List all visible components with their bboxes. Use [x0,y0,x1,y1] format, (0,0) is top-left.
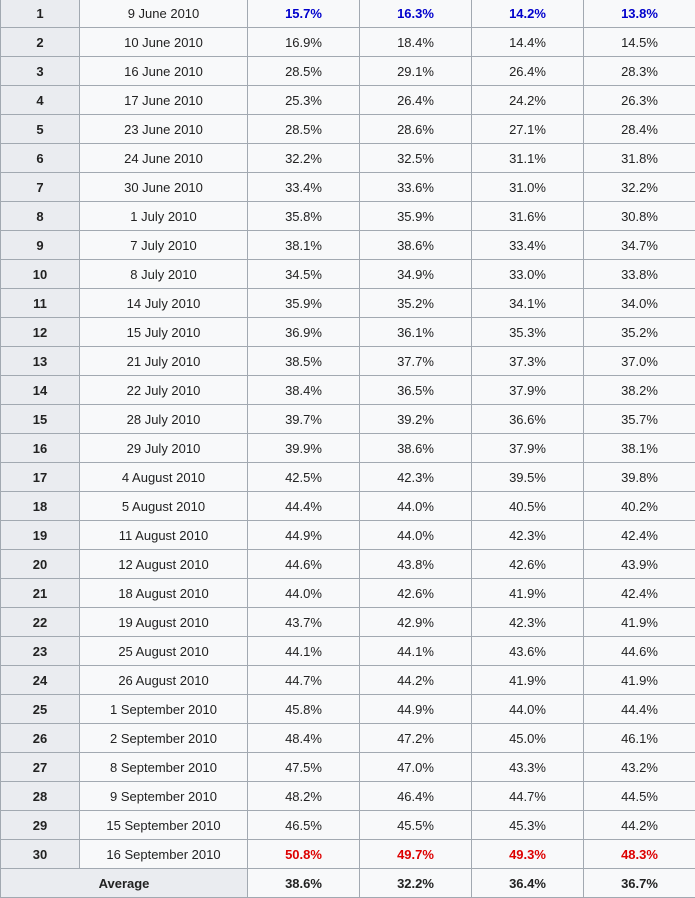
episode-number: 6 [1,144,80,173]
rating-cell-3: 36.6% [472,405,584,434]
rating-cell-4: 33.8% [584,260,695,289]
table-row [1,811,695,840]
air-date: 16 September 2010 [80,840,248,869]
rating-cell-2: 18.4% [360,28,472,57]
rating-cell-4: 42.4% [584,579,695,608]
rating-cell-4: 44.2% [584,811,695,840]
rating-cell-3: 14.2% [472,0,584,28]
rating-cell-1: 36.9% [248,318,360,347]
air-date: 29 July 2010 [80,434,248,463]
rating-cell-1: 38.5% [248,347,360,376]
rating-cell-3: 44.0% [472,695,584,724]
average-row [1,869,695,898]
rating-cell-3: 40.5% [472,492,584,521]
table-row [1,260,695,289]
rating-cell-4: 32.2% [584,173,695,202]
rating-cell-4: 14.5% [584,28,695,57]
rating-cell-4: 28.3% [584,57,695,86]
rating-cell-3: 34.1% [472,289,584,318]
rating-cell-3: 31.6% [472,202,584,231]
rating-cell-2: 42.6% [360,579,472,608]
table-row [1,115,695,144]
air-date: 11 August 2010 [80,521,248,550]
rating-cell-1: 44.7% [248,666,360,695]
air-date: 14 July 2010 [80,289,248,318]
table-row [1,666,695,695]
rating-cell-2: 29.1% [360,57,472,86]
rating-cell-4: 42.4% [584,521,695,550]
table-row [1,405,695,434]
rating-cell-3: 42.3% [472,608,584,637]
rating-cell-1: 39.9% [248,434,360,463]
table-row [1,637,695,666]
rating-cell-4: 37.0% [584,347,695,376]
table-row [1,144,695,173]
rating-cell-3: 44.7% [472,782,584,811]
air-date: 24 June 2010 [80,144,248,173]
average-label: Average [1,869,248,898]
air-date: 8 July 2010 [80,260,248,289]
air-date: 18 August 2010 [80,579,248,608]
rating-cell-2: 47.0% [360,753,472,782]
air-date: 9 September 2010 [80,782,248,811]
rating-cell-4: 13.8% [584,0,695,28]
table-row [1,318,695,347]
rating-cell-3: 31.1% [472,144,584,173]
rating-cell-3: 14.4% [472,28,584,57]
rating-cell-3: 33.4% [472,231,584,260]
rating-cell-1: 32.2% [248,144,360,173]
table-row [1,579,695,608]
rating-cell-3: 41.9% [472,579,584,608]
episode-number: 1 [1,0,80,28]
episode-number: 4 [1,86,80,115]
air-date: 1 July 2010 [80,202,248,231]
rating-cell-1: 44.0% [248,579,360,608]
average-value-3: 36.4% [472,869,584,898]
rating-cell-2: 37.7% [360,347,472,376]
rating-cell-2: 46.4% [360,782,472,811]
rating-cell-1: 45.8% [248,695,360,724]
rating-cell-4: 34.0% [584,289,695,318]
table-row [1,782,695,811]
rating-cell-2: 47.2% [360,724,472,753]
rating-cell-1: 44.9% [248,521,360,550]
table-row [1,289,695,318]
rating-cell-1: 25.3% [248,86,360,115]
rating-cell-4: 44.5% [584,782,695,811]
episode-number: 26 [1,724,80,753]
rating-cell-4: 30.8% [584,202,695,231]
rating-cell-4: 48.3% [584,840,695,869]
episode-number: 12 [1,318,80,347]
table-row [1,231,695,260]
rating-cell-1: 38.1% [248,231,360,260]
episode-number: 9 [1,231,80,260]
rating-cell-1: 47.5% [248,753,360,782]
episode-number: 3 [1,57,80,86]
episode-number: 13 [1,347,80,376]
rating-cell-2: 34.9% [360,260,472,289]
rating-cell-2: 44.0% [360,492,472,521]
rating-cell-3: 42.3% [472,521,584,550]
rating-cell-2: 49.7% [360,840,472,869]
rating-cell-3: 49.3% [472,840,584,869]
episode-number: 16 [1,434,80,463]
air-date: 2 September 2010 [80,724,248,753]
rating-cell-1: 39.7% [248,405,360,434]
rating-cell-3: 26.4% [472,57,584,86]
rating-cell-1: 44.1% [248,637,360,666]
rating-cell-3: 33.0% [472,260,584,289]
rating-cell-3: 42.6% [472,550,584,579]
rating-cell-3: 39.5% [472,463,584,492]
table-row [1,695,695,724]
rating-cell-1: 16.9% [248,28,360,57]
air-date: 28 July 2010 [80,405,248,434]
rating-cell-4: 39.8% [584,463,695,492]
air-date: 22 July 2010 [80,376,248,405]
rating-cell-4: 44.4% [584,695,695,724]
table-row [1,86,695,115]
rating-cell-2: 28.6% [360,115,472,144]
air-date: 30 June 2010 [80,173,248,202]
rating-cell-2: 38.6% [360,434,472,463]
table-row [1,202,695,231]
rating-cell-4: 38.2% [584,376,695,405]
table-row [1,608,695,637]
table-row [1,57,695,86]
table-row [1,28,695,57]
rating-cell-1: 43.7% [248,608,360,637]
rating-cell-1: 46.5% [248,811,360,840]
rating-cell-3: 43.3% [472,753,584,782]
rating-cell-4: 28.4% [584,115,695,144]
rating-cell-4: 38.1% [584,434,695,463]
air-date: 21 July 2010 [80,347,248,376]
rating-cell-3: 45.0% [472,724,584,753]
episode-number: 15 [1,405,80,434]
air-date: 15 July 2010 [80,318,248,347]
air-date: 17 June 2010 [80,86,248,115]
episode-number: 14 [1,376,80,405]
episode-number: 11 [1,289,80,318]
rating-cell-4: 35.2% [584,318,695,347]
rating-cell-3: 45.3% [472,811,584,840]
episode-number: 20 [1,550,80,579]
rating-cell-4: 46.1% [584,724,695,753]
air-date: 12 August 2010 [80,550,248,579]
rating-cell-3: 31.0% [472,173,584,202]
air-date: 10 June 2010 [80,28,248,57]
table-row [1,492,695,521]
episode-number: 23 [1,637,80,666]
table-row [1,434,695,463]
air-date: 8 September 2010 [80,753,248,782]
rating-cell-3: 37.3% [472,347,584,376]
rating-cell-1: 28.5% [248,115,360,144]
rating-cell-2: 33.6% [360,173,472,202]
episode-number: 30 [1,840,80,869]
rating-cell-3: 37.9% [472,376,584,405]
rating-cell-2: 39.2% [360,405,472,434]
rating-cell-2: 16.3% [360,0,472,28]
episode-number: 2 [1,28,80,57]
rating-cell-3: 37.9% [472,434,584,463]
rating-cell-4: 35.7% [584,405,695,434]
rating-cell-2: 43.8% [360,550,472,579]
air-date: 16 June 2010 [80,57,248,86]
table-row [1,753,695,782]
table-row [1,840,695,869]
rating-cell-3: 41.9% [472,666,584,695]
episode-number: 5 [1,115,80,144]
rating-cell-1: 38.4% [248,376,360,405]
rating-cell-1: 28.5% [248,57,360,86]
episode-number: 24 [1,666,80,695]
air-date: 23 June 2010 [80,115,248,144]
rating-cell-1: 42.5% [248,463,360,492]
rating-cell-1: 44.4% [248,492,360,521]
rating-cell-1: 34.5% [248,260,360,289]
rating-cell-4: 43.9% [584,550,695,579]
rating-cell-2: 44.0% [360,521,472,550]
episode-number: 17 [1,463,80,492]
average-value-2: 32.2% [360,869,472,898]
episode-number: 25 [1,695,80,724]
rating-cell-1: 15.7% [248,0,360,28]
rating-cell-3: 43.6% [472,637,584,666]
rating-cell-2: 44.9% [360,695,472,724]
ratings-table-body [1,0,695,898]
rating-cell-1: 33.4% [248,173,360,202]
episode-number: 10 [1,260,80,289]
rating-cell-1: 35.9% [248,289,360,318]
average-value-4: 36.7% [584,869,695,898]
rating-cell-2: 44.2% [360,666,472,695]
rating-cell-4: 31.8% [584,144,695,173]
rating-cell-4: 44.6% [584,637,695,666]
episode-number: 18 [1,492,80,521]
rating-cell-1: 35.8% [248,202,360,231]
rating-cell-2: 35.9% [360,202,472,231]
rating-cell-4: 43.2% [584,753,695,782]
episode-number: 21 [1,579,80,608]
rating-cell-3: 27.1% [472,115,584,144]
rating-cell-4: 41.9% [584,608,695,637]
rating-cell-3: 35.3% [472,318,584,347]
rating-cell-2: 45.5% [360,811,472,840]
table-row [1,724,695,753]
air-date: 26 August 2010 [80,666,248,695]
rating-cell-2: 26.4% [360,86,472,115]
table-row [1,0,695,28]
episode-number: 7 [1,173,80,202]
table-row [1,376,695,405]
rating-cell-2: 35.2% [360,289,472,318]
rating-cell-2: 44.1% [360,637,472,666]
rating-cell-1: 48.2% [248,782,360,811]
air-date: 7 July 2010 [80,231,248,260]
air-date: 4 August 2010 [80,463,248,492]
rating-cell-2: 36.1% [360,318,472,347]
air-date: 9 June 2010 [80,0,248,28]
episode-number: 29 [1,811,80,840]
episode-number: 22 [1,608,80,637]
table-row [1,521,695,550]
air-date: 15 September 2010 [80,811,248,840]
rating-cell-2: 42.3% [360,463,472,492]
air-date: 5 August 2010 [80,492,248,521]
episode-number: 28 [1,782,80,811]
table-row [1,463,695,492]
table-row [1,550,695,579]
table-row [1,173,695,202]
rating-cell-1: 50.8% [248,840,360,869]
rating-cell-4: 34.7% [584,231,695,260]
rating-cell-2: 42.9% [360,608,472,637]
air-date: 19 August 2010 [80,608,248,637]
air-date: 25 August 2010 [80,637,248,666]
air-date: 1 September 2010 [80,695,248,724]
rating-cell-4: 40.2% [584,492,695,521]
average-value-1: 38.6% [248,869,360,898]
rating-cell-1: 44.6% [248,550,360,579]
rating-cell-2: 36.5% [360,376,472,405]
rating-cell-4: 41.9% [584,666,695,695]
rating-cell-1: 48.4% [248,724,360,753]
rating-cell-2: 38.6% [360,231,472,260]
episode-number: 19 [1,521,80,550]
episode-number: 8 [1,202,80,231]
rating-cell-4: 26.3% [584,86,695,115]
table-row [1,347,695,376]
rating-cell-3: 24.2% [472,86,584,115]
episode-number: 27 [1,753,80,782]
rating-cell-2: 32.5% [360,144,472,173]
